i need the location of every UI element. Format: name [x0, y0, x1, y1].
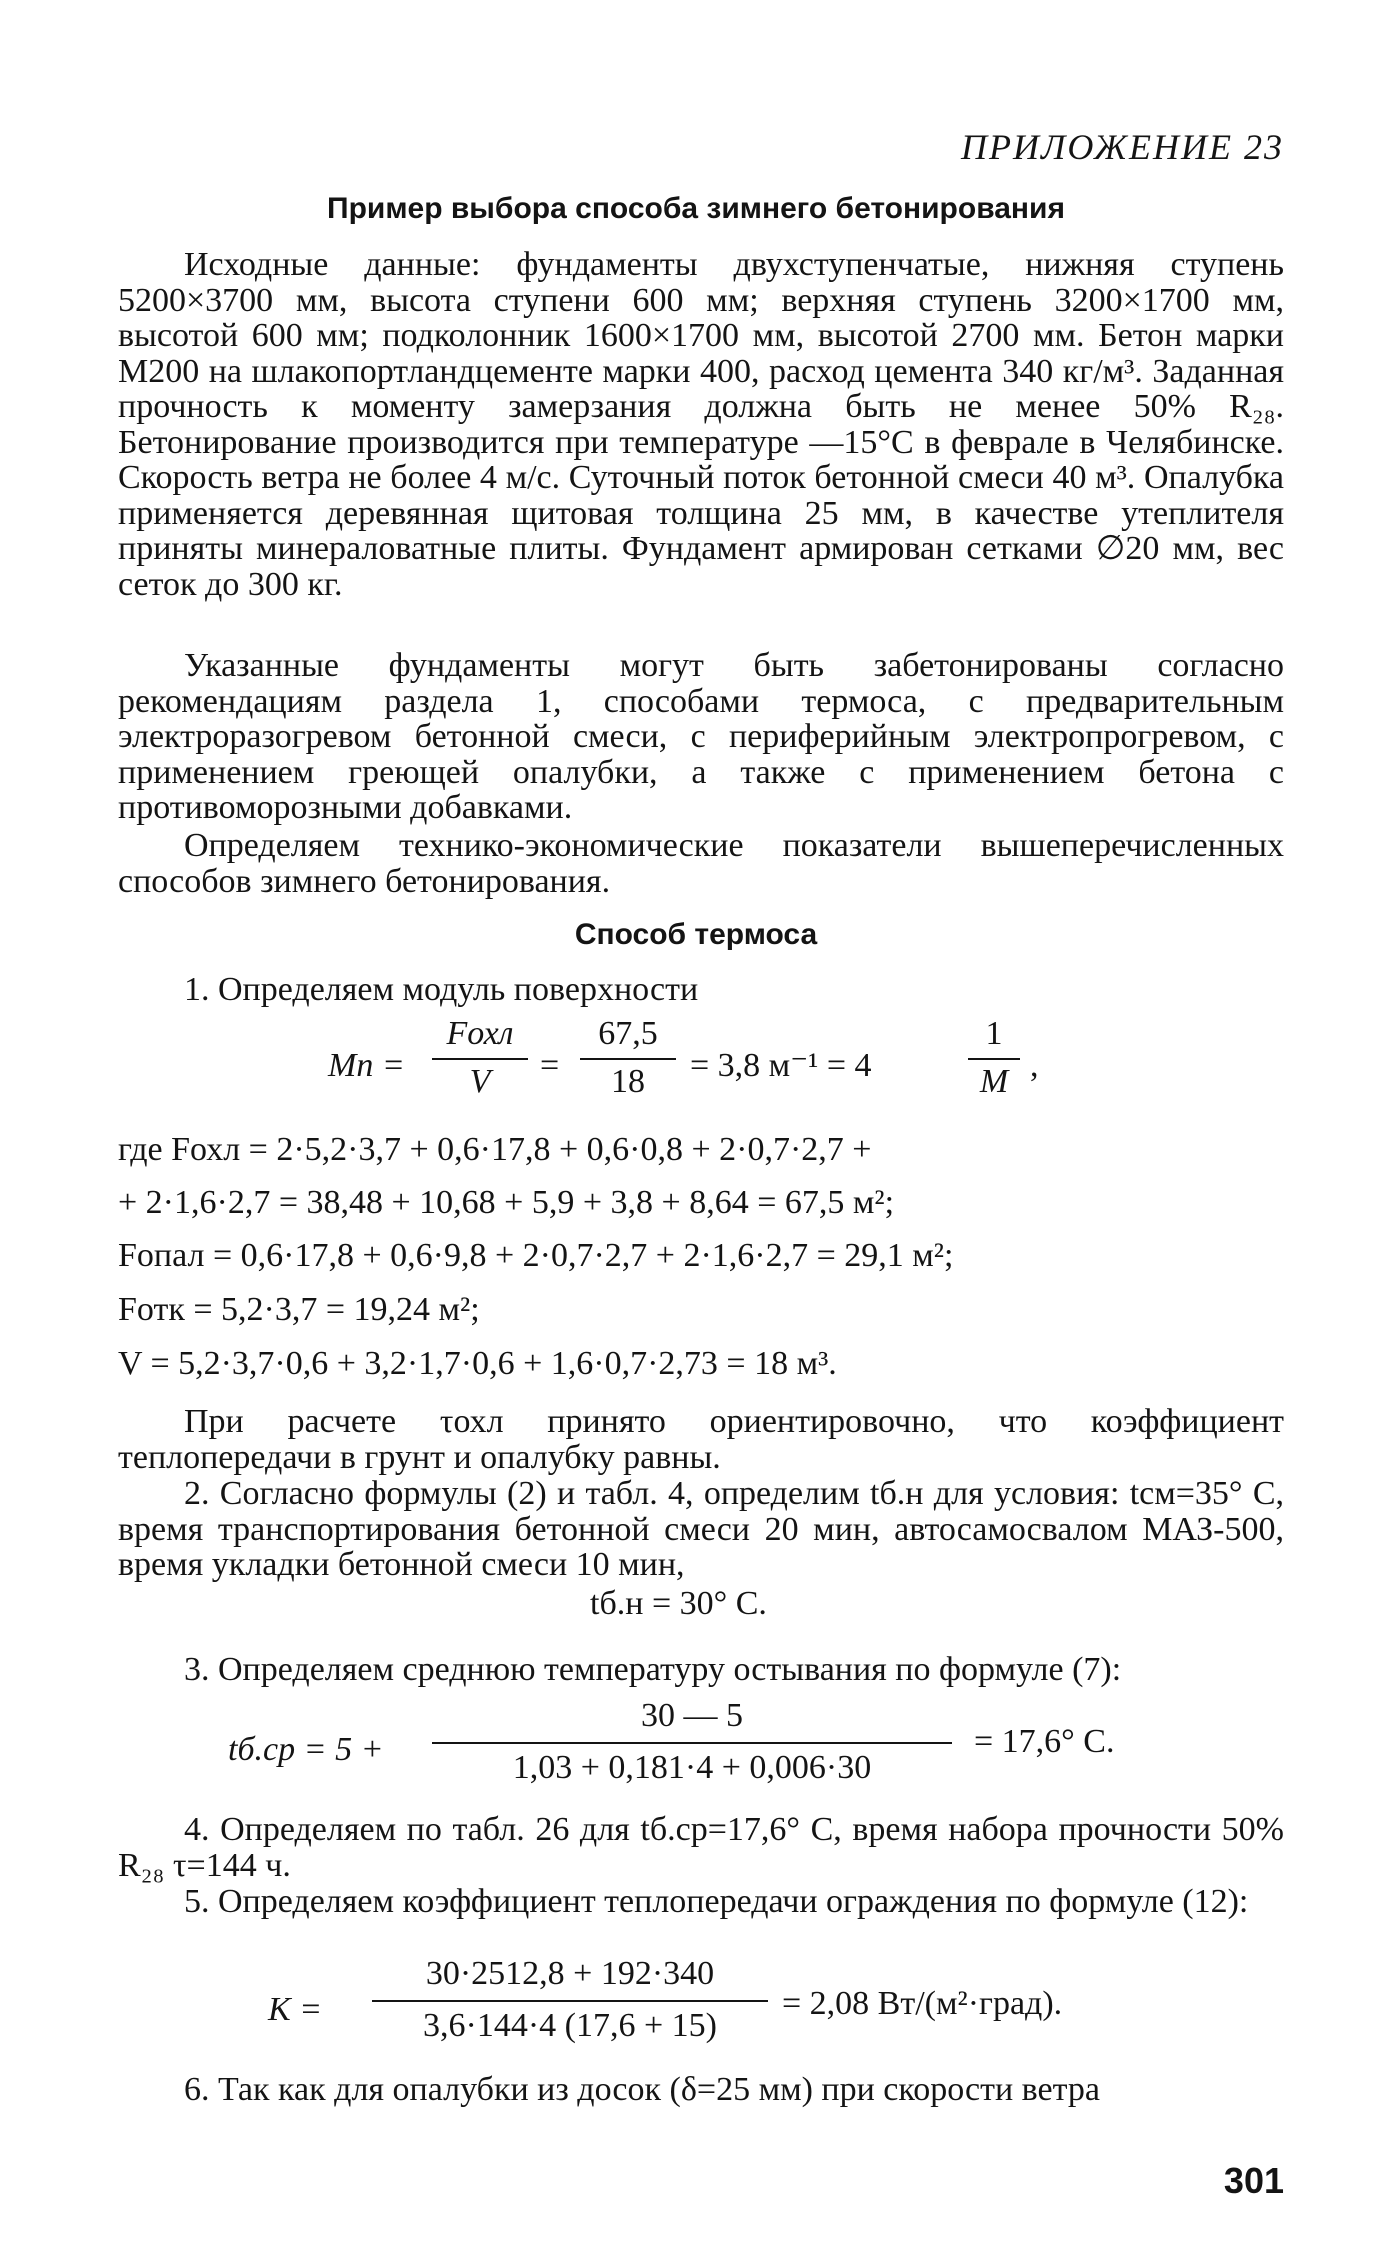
equation-initial-temperature: tб.н = 30° С.	[590, 1585, 767, 1622]
page-number: 301	[1223, 2160, 1284, 2201]
paragraph-step-2: 2. Согласно формулы (2) и табл. 4, определим tб.н для условия: tсм=35° С, время транспортирования бетонной смеси 20 мин, автосамосвалом МАЗ-500, время укладки бетонной смеси 10 мин,	[118, 1475, 1284, 1583]
eq1-den1: V	[469, 1063, 491, 1100]
eq1-tail: ,	[1030, 1047, 1039, 1084]
eq1-den3: M	[979, 1063, 1009, 1100]
calc-line-2: + 2·1,6·2,7 = 38,48 + 10,68 + 5,9 + 3,8 + 8,64 = 67,5 м²;	[118, 1184, 895, 1221]
eq1-den2: 18	[611, 1063, 645, 1100]
step-3-text: 3. Определяем среднюю температуру остывания по формуле (7):	[184, 1651, 1122, 1688]
step-1-text: 1. Определяем модуль поверхности	[184, 971, 699, 1008]
paragraph-step-6: 6. Так как для опалубки из досок (δ=25 мм) при скорости ветра	[184, 2071, 1100, 2108]
eq1-bar1	[432, 1058, 528, 1060]
paragraph-indicators: Определяем технико-экономические показатели вышеперечисленных способов зимнего бетонирования.	[118, 827, 1284, 900]
calc-line-3: Fопал = 0,6·17,8 + 0,6·9,8 + 2·0,7·2,7 + 2·1,6·2,7 = 29,1 м²;	[118, 1237, 954, 1274]
eq1-num2: 67,5	[598, 1015, 658, 1052]
paragraph-step-5: 5. Определяем коэффициент теплопередачи ограждения по формуле (12):	[184, 1883, 1249, 1920]
paragraph-initial-data: Исходные данные: фундаменты двухступенчатые, нижняя ступень 5200×3700 мм, высота ступени 600 мм; верхняя ступень 3200×1700 мм, высотой 600 мм; подколонник 1600×1700 мм, высотой 2700 мм. Бетон марки М200 на шлакопортландцементе марки 400, расход цемента 340 кг/м³. Заданная прочность к моменту замерзания должна быть не менее 50% R₂₈. Бетонирование производится при температуре —15°С в феврале в Челябинске. Скорость ветра не более 4 м/с. Суточный поток бетонной смеси 40 м³. Опалубка применяется деревянная щитовая толщина 25 мм, в качестве утеплителя приняты минераловатные плиты. Фундамент армирован сетками ∅20 мм, вес сеток до 300 кг.	[118, 246, 1284, 603]
eq4-bar	[372, 2000, 768, 2002]
eq3-num: 30 — 5	[641, 1697, 743, 1734]
eq1-lhs: Mп =	[328, 1047, 405, 1084]
eq3-den: 1,03 + 0,181·4 + 0,006·30	[512, 1749, 872, 1786]
eq1-num3: 1	[985, 1015, 1003, 1052]
eq1-mid: = 3,8 м⁻¹ = 4	[690, 1047, 872, 1084]
eq4-num: 30·2512,8 + 192·340	[425, 1955, 715, 1992]
paragraph-step-4: 4. Определяем по табл. 26 для tб.ср=17,6° С, время набора прочности 50% R₂₈ τ=144 ч.	[118, 1811, 1284, 1884]
eq3-rhs: = 17,6° С.	[974, 1723, 1115, 1760]
eq3-bar	[432, 1742, 952, 1744]
eq1-num1: Fохл	[446, 1015, 514, 1052]
eq1-bar2	[580, 1058, 676, 1060]
calc-line-1: где Fохл = 2·5,2·3,7 + 0,6·17,8 + 0,6·0,8 + 2·0,7·2,7 +	[118, 1131, 872, 1168]
eq4-rhs: = 2,08 Вт/(м²·град).	[782, 1985, 1063, 2022]
paragraph-heat-transfer-note: При расчете τохл принято ориентировочно, что коэффициент теплопередачи в грунт и опалубку равны.	[118, 1403, 1284, 1476]
eq1-eqsign: =	[540, 1047, 560, 1084]
eq3-lhs: tб.ср = 5 +	[228, 1731, 384, 1768]
appendix-header: ПРИЛОЖЕНИЕ 23	[961, 127, 1284, 167]
calc-line-5: V = 5,2·3,7·0,6 + 3,2·1,7·0,6 + 1,6·0,7·2,73 = 18 м³.	[118, 1345, 837, 1382]
eq1-bar3	[968, 1058, 1020, 1060]
page-title: Пример выбора способа зимнего бетонирования	[327, 192, 1065, 225]
paragraph-methods: Указанные фундаменты могут быть забетонированы согласно рекомендациям раздела 1, способами термоса, с предварительным электроразогревом бетонной смеси, с периферийным электропрогревом, с применением греющей опалубки, а также с применением бетона с противоморозными добавками.	[118, 647, 1284, 826]
eq4-lhs: K =	[268, 1991, 323, 2028]
calc-line-4: Fотк = 5,2·3,7 = 19,24 м²;	[118, 1291, 480, 1328]
eq4-den: 3,6·144·4 (17,6 + 15)	[423, 2007, 717, 2044]
section-heading: Способ термоса	[574, 918, 818, 951]
